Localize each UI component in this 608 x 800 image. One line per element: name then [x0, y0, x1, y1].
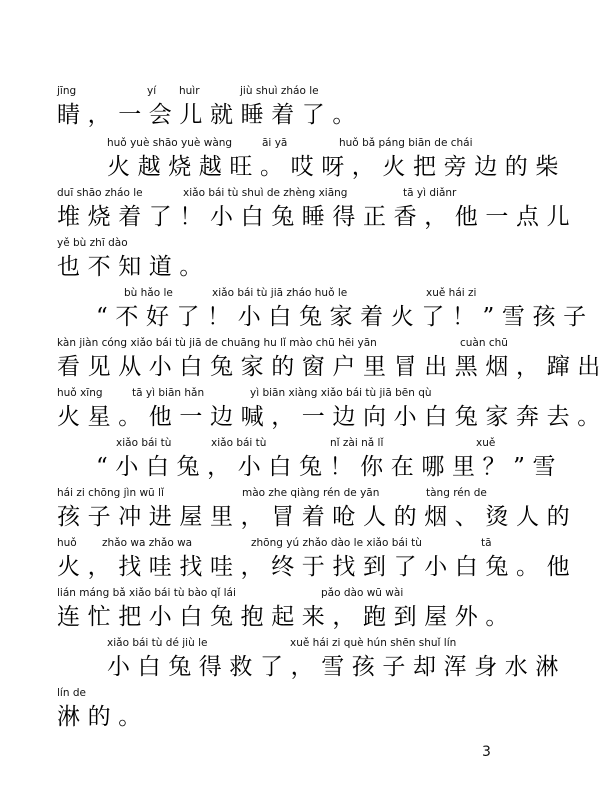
pinyin-segment: yí	[147, 85, 157, 97]
hanzi-text: 看见从小白兔家的窗户里冒出黑烟，蹿出	[57, 354, 608, 380]
hanzi-text: “不好了！小白兔家着火了！”雪孩子	[96, 304, 594, 330]
text-line-7	[0, 386, 608, 436]
pinyin-segment: jīng	[57, 85, 77, 97]
text-line-1	[0, 84, 551, 134]
hanzi-text: 淋的。	[57, 704, 149, 730]
pinyin-segment: tàng rén de	[426, 487, 487, 499]
pinyin-segment: yì biān xiàng xiǎo bái tù jiā bēn qù	[250, 387, 432, 399]
pinyin-segment: cuàn chū	[460, 337, 508, 349]
pinyin-segment: xiǎo bái tù shuì de zhèng xiāng	[183, 187, 348, 199]
text-line-2	[0, 136, 566, 186]
pinyin-segment: xiǎo bái tù	[116, 437, 172, 449]
hanzi-text: 火越烧越旺。哎呀，火把旁边的柴	[107, 154, 566, 180]
pinyin-segment: pǎo dào wū wài	[321, 587, 404, 599]
text-line-12	[0, 636, 566, 686]
pinyin-segment: nǐ zài nǎ lǐ	[330, 437, 384, 449]
pinyin-segment: xiǎo bái tù	[211, 437, 267, 449]
text-line-10	[0, 536, 578, 586]
pinyin-segment: lín de	[57, 687, 86, 699]
pinyin-segment: huǒ yuè shāo yuè wàng	[107, 137, 233, 149]
pinyin-segment: duī shāo zháo le	[57, 187, 143, 199]
pinyin-segment: tā yì biān hǎn	[132, 387, 205, 399]
hanzi-text: 小白兔得救了，雪孩子却浑身水淋	[107, 654, 566, 680]
hanzi-text: 火，找哇找哇，终于找到了小白兔。他	[57, 554, 578, 580]
pinyin-segment: tā	[481, 537, 492, 549]
hanzi-text: 连忙把小白兔抱起来，跑到屋外。	[57, 604, 516, 630]
pinyin-segment: yě bù zhī dào	[57, 237, 128, 249]
pinyin-segment: kàn jiàn cóng xiǎo bái tù jiā de chuāng hu lǐ mào chū hēi yān	[57, 337, 377, 349]
pinyin-segment: tā yì diǎnr	[403, 187, 457, 199]
text-line-13	[0, 686, 551, 736]
text-line-6	[0, 336, 608, 386]
pinyin-segment: xuě hái zi què hún shēn shuǐ lín	[290, 637, 457, 649]
pinyin-segment: bù hǎo le	[124, 287, 173, 299]
pinyin-segment: xuě	[476, 437, 496, 449]
pinyin-segment: huǒ xīng	[57, 387, 103, 399]
text-line-9	[0, 486, 578, 536]
pinyin-segment: xiǎo bái tù dé jiù le	[107, 637, 208, 649]
pinyin-segment: xiǎo bái tù jiā zháo huǒ le	[212, 287, 348, 299]
pinyin-segment: huìr	[179, 85, 200, 97]
pinyin-segment: lián máng bǎ xiǎo bái tù bào qǐ lái	[57, 587, 236, 599]
pinyin-segment: jiù shuì zháo le	[240, 85, 319, 97]
pinyin-segment: mào zhe qiàng rén de yān	[242, 487, 380, 499]
hanzi-text: 睛，一会儿就睡着了。	[57, 102, 363, 128]
hanzi-text: 火星。他一边喊，一边向小白兔家奔去。	[57, 404, 608, 430]
text-line-11	[0, 586, 551, 636]
pinyin-segment: āi yā	[262, 137, 288, 149]
pinyin-segment: hái zi chōng jìn wū lǐ	[57, 487, 164, 499]
text-line-8	[0, 436, 564, 486]
pinyin-segment: huǒ	[57, 537, 77, 549]
pinyin-segment: huǒ bǎ páng biān de chái	[339, 137, 473, 149]
page-number: 3	[482, 744, 491, 760]
pinyin-segment: zhǎo wa zhǎo wa	[102, 537, 193, 549]
hanzi-text: “小白兔，小白兔！你在哪里？”雪	[96, 454, 564, 480]
pinyin-segment: zhōng yú zhǎo dào le xiǎo bái tù	[251, 537, 422, 549]
text-line-5	[0, 286, 594, 336]
hanzi-text: 孩子冲进屋里，冒着呛人的烟、烫人的	[57, 504, 578, 530]
text-line-4	[0, 236, 551, 286]
hanzi-text: 堆烧着了！小白兔睡得正香，他一点儿	[57, 204, 578, 230]
pinyin-segment: xuě hái zi	[426, 287, 477, 299]
text-line-3	[0, 186, 578, 236]
hanzi-text: 也不知道。	[57, 254, 210, 280]
